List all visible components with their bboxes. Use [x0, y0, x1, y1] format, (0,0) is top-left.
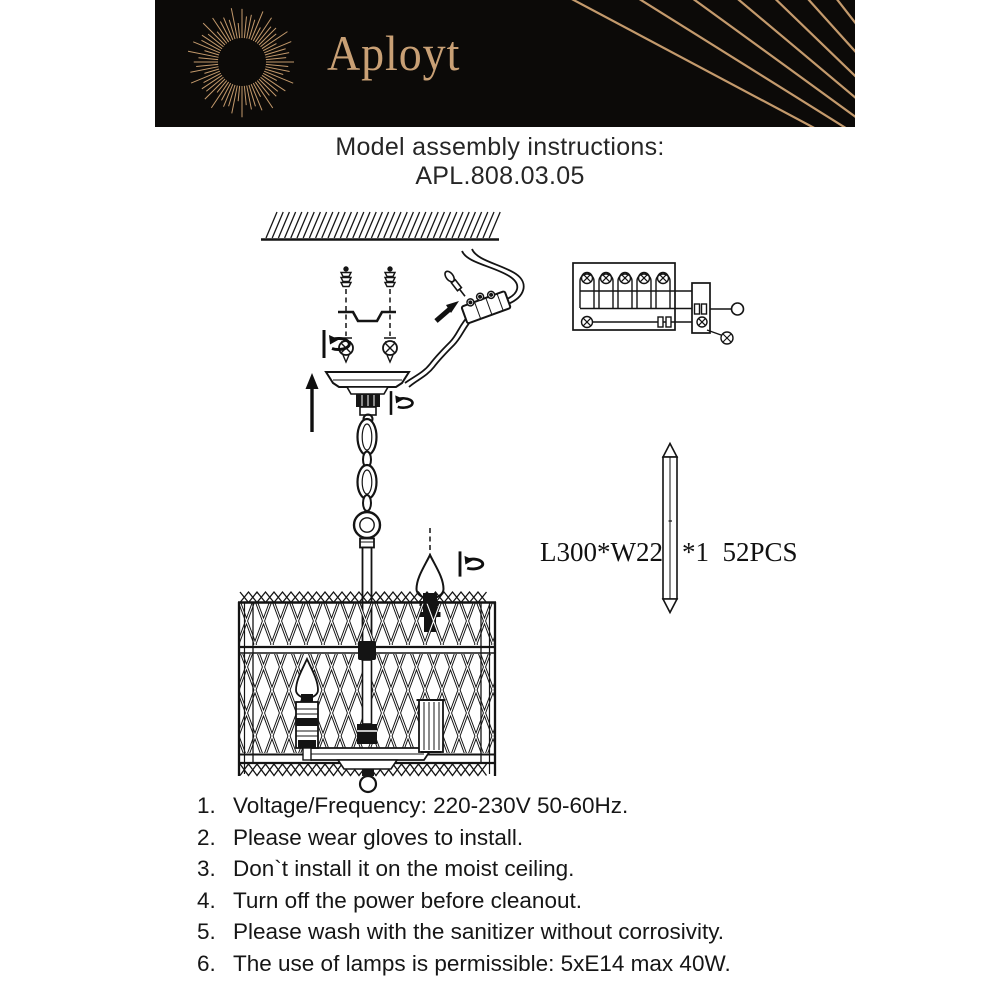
- arrow-icon: [436, 301, 459, 321]
- instruction-item: [197, 916, 837, 948]
- item-text: Turn off the power before cleanout.: [233, 887, 582, 913]
- rotate-arrow-icon: [460, 551, 483, 576]
- wire-connector-icon: [405, 249, 524, 387]
- ceiling-hatch-icon: [261, 212, 500, 240]
- item-number: 2.: [197, 824, 216, 850]
- model-number: APL.808.03.05: [415, 162, 585, 190]
- item-number: 4.: [197, 887, 216, 913]
- instruction-item: [197, 948, 837, 980]
- instruction-item: [197, 853, 837, 885]
- item-text: Don`t install it on the moist ceiling.: [233, 856, 575, 881]
- instruction-item: [197, 790, 837, 822]
- instruction-item: [197, 885, 837, 917]
- hook-ring-icon: [354, 512, 380, 538]
- item-text: The use of lamps is permissible: 5xE14 max 40W.: [233, 950, 731, 976]
- crystal-qty-label: *1 52PCS: [682, 537, 798, 567]
- item-number: 6.: [197, 950, 216, 976]
- instruction-list: [197, 790, 837, 979]
- item-number: 3.: [197, 856, 216, 881]
- page-title: Model assembly instructions:: [335, 133, 665, 161]
- arrow-up-icon: [306, 373, 319, 432]
- wiring-schematic-icon: [573, 263, 744, 344]
- item-text: Please wash with the sanitizer without corrosivity.: [233, 919, 725, 944]
- instruction-item: [197, 822, 837, 854]
- crystal-rod-icon: [663, 444, 677, 613]
- rotate-arrow-icon: [391, 391, 413, 415]
- item-number: 1.: [197, 793, 216, 818]
- item-text: Voltage/Frequency: 220-230V 50-60Hz.: [233, 793, 629, 818]
- brand-logo-text: Aployt: [327, 25, 461, 81]
- item-number: 5.: [197, 919, 216, 944]
- crystal-size-label: L300*W22: [540, 537, 663, 567]
- item-text: Please wear gloves to install.: [233, 824, 524, 850]
